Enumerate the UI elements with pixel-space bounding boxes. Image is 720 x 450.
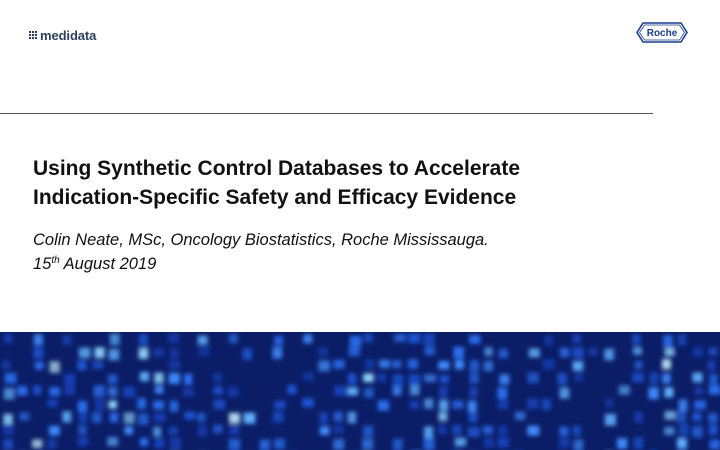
microarray-cell (320, 412, 328, 423)
microarray-cell (260, 440, 270, 450)
microarray-cell (154, 438, 164, 448)
microarray-cell (197, 413, 205, 422)
microarray-cell (484, 437, 494, 448)
microarray-cell (123, 386, 135, 397)
microarray-cell (378, 400, 389, 410)
microarray-cell (183, 388, 194, 396)
microarray-cell (169, 427, 178, 435)
microarray-cell (153, 349, 164, 357)
microarray-cell (17, 386, 27, 395)
microarray-cell (604, 349, 614, 360)
microarray-cell (632, 334, 640, 344)
microarray-cell (64, 386, 74, 395)
microarray-cell (35, 362, 44, 370)
microarray-cell (350, 336, 362, 347)
microarray-cell (124, 412, 135, 423)
date-day: 15 (33, 255, 52, 273)
microarray-cell (63, 335, 72, 345)
microarray-cell (635, 361, 643, 369)
microarray-cell (78, 401, 87, 412)
microarray-cell (365, 359, 375, 369)
microarray-cell (484, 361, 493, 372)
slide-subtitle (33, 228, 673, 276)
microarray-cell (184, 374, 192, 385)
microarray-cell (542, 399, 551, 410)
microarray-cell (2, 361, 10, 369)
microarray-cell (79, 347, 91, 358)
microarray-cell (710, 440, 720, 450)
microarray-cell (440, 375, 449, 383)
microarray-cell (363, 374, 374, 383)
roche-logo (636, 22, 688, 43)
microarray-cell (589, 347, 597, 356)
microarray-cell (302, 398, 313, 407)
microarray-cell (605, 414, 616, 426)
microarray-cell (648, 387, 658, 399)
microarray-cell (364, 333, 373, 342)
microarray-cell (243, 348, 252, 360)
microarray-cell (274, 401, 285, 409)
microarray-pattern (0, 332, 720, 450)
microarray-cell (709, 424, 718, 435)
microarray-cell (334, 386, 346, 396)
microarray-cell (34, 334, 43, 345)
microarray-cell (229, 333, 238, 343)
microarray-cell (438, 425, 446, 434)
microarray-cell (410, 401, 420, 409)
microarray-cell (303, 334, 312, 343)
microarray-cell (214, 400, 226, 410)
microarray-cell (483, 426, 493, 434)
microarray-cell (287, 385, 296, 394)
roche-hexagon-icon (636, 22, 688, 43)
microarray-cell (709, 347, 717, 355)
microarray-cell (274, 439, 285, 450)
microarray-cell (573, 426, 581, 437)
microarray-cell (663, 335, 672, 347)
microarray-cell (469, 335, 480, 344)
microarray-cell (498, 437, 509, 447)
microarray-cell (664, 348, 674, 356)
microarray-cell (455, 438, 466, 447)
microarray-cell (560, 348, 569, 357)
microarray-cell (169, 437, 181, 449)
microarray-cell (348, 412, 357, 423)
microarray-cell (3, 414, 12, 425)
microarray-cell (33, 347, 43, 359)
microarray-cell (92, 412, 101, 422)
medidata-dots-icon (29, 31, 37, 39)
microarray-cell (559, 438, 569, 447)
microarray-cell (529, 348, 540, 357)
microarray-cell (139, 348, 149, 359)
microarray-cell (229, 439, 240, 450)
microarray-cell (617, 438, 627, 449)
microarray-cell (348, 374, 356, 384)
microarray-cell (574, 373, 583, 381)
microarray-cell (693, 347, 703, 357)
microarray-cell (468, 427, 480, 437)
microarray-cell (107, 437, 118, 446)
microarray-cell (49, 426, 60, 435)
microarray-cell (170, 348, 179, 359)
microarray-cell (3, 424, 14, 435)
microarray-cell (170, 401, 178, 412)
microarray-cell (108, 387, 117, 397)
microarray-cell (318, 361, 330, 372)
microarray-cell (470, 372, 479, 383)
microarray-cell (424, 374, 436, 382)
microarray-cell (453, 347, 464, 359)
microarray-cell (677, 411, 686, 423)
microarray-cell (62, 411, 71, 422)
microarray-cell (333, 425, 343, 433)
microarray-cell (679, 400, 688, 412)
microarray-cell (394, 334, 406, 342)
microarray-cell (95, 399, 105, 411)
microarray-cell (605, 399, 613, 408)
microarray-cell (154, 413, 166, 421)
microarray-cell (110, 412, 118, 422)
microarray-banner-image (0, 332, 720, 450)
microarray-cell (469, 387, 477, 397)
microarray-cell (527, 426, 539, 436)
microarray-cell (273, 411, 284, 422)
microarray-cell (410, 385, 420, 395)
microarray-cell (664, 387, 673, 397)
microarray-cell (47, 439, 56, 449)
microarray-cell (572, 347, 583, 358)
microarray-cell (348, 348, 360, 356)
microarray-cell (5, 373, 17, 384)
microarray-cell (95, 347, 105, 358)
microarray-cell (155, 386, 163, 394)
microarray-cell (527, 372, 538, 383)
microarray-cell (439, 387, 448, 398)
microarray-cell (78, 425, 86, 435)
microarray-cell (79, 411, 88, 422)
microarray-cell (709, 374, 717, 385)
microarray-cell (168, 333, 179, 342)
microarray-cell (303, 372, 314, 381)
microarray-cell (137, 398, 146, 409)
microarray-cell (560, 387, 570, 398)
divider-rule (0, 113, 653, 114)
microarray-cell (364, 388, 373, 398)
microarray-cell (244, 413, 256, 424)
microarray-cell (499, 374, 509, 384)
date-line (33, 252, 673, 276)
microarray-cell (333, 360, 344, 369)
date-month-year: August 2019 (59, 255, 157, 273)
microarray-cell (497, 387, 507, 399)
microarray-cell (408, 333, 420, 343)
microarray-cell (347, 387, 358, 395)
medidata-logo (29, 27, 96, 43)
slide-title (33, 154, 673, 212)
microarray-cell (408, 359, 418, 369)
microarray-cell (484, 347, 492, 356)
microarray-cell (139, 334, 148, 346)
microarray-cell (425, 346, 435, 355)
microarray-cell (409, 374, 421, 385)
microarray-cell (320, 426, 329, 435)
microarray-cell (140, 438, 148, 446)
microarray-cell (469, 413, 477, 422)
microarray-cell (333, 439, 344, 450)
microarray-cell (692, 412, 701, 421)
microarray-cell (92, 361, 103, 369)
microarray-cell (198, 336, 208, 345)
microarray-cell (138, 413, 148, 425)
microarray-cell (455, 360, 464, 370)
microarray-cell (49, 387, 60, 396)
microarray-cell (439, 412, 448, 421)
microarray-cell (378, 373, 386, 381)
microarray-cell (452, 425, 461, 434)
microarray-cell (184, 412, 195, 420)
microarray-cell (679, 424, 689, 435)
microarray-cell (498, 400, 508, 409)
microarray-cell (664, 427, 674, 435)
microarray-cell (140, 372, 149, 381)
microarray-cell (94, 385, 105, 397)
microarray-cell (3, 439, 13, 449)
microarray-cell (527, 399, 538, 409)
microarray-cell (694, 400, 706, 409)
microarray-cell (214, 386, 223, 394)
microarray-cell (4, 388, 15, 400)
microarray-cell (632, 373, 644, 382)
microarray-cell (153, 401, 164, 410)
microarray-cell (4, 333, 13, 343)
microarray-cell (424, 398, 433, 408)
microarray-cell (468, 401, 477, 413)
microarray-cell (439, 400, 448, 411)
slide-title-line-2: Indication-Specific Safety and Efficacy Evidence (33, 186, 517, 209)
microarray-cell (709, 386, 720, 395)
microarray-cell (229, 413, 240, 424)
slide-title-line-1: Using Synthetic Control Databases to Accelerate (33, 157, 521, 180)
microarray-cell (198, 425, 207, 437)
microarray-cell (229, 426, 239, 435)
date-suffix: th (51, 255, 60, 266)
microarray-cell (470, 360, 480, 371)
microarray-cell (695, 387, 703, 395)
microarray-cell (452, 400, 463, 409)
microarray-cell (169, 373, 180, 384)
medidata-logo-text: medidata (40, 27, 97, 43)
microarray-cell (543, 359, 555, 369)
microarray-cell (153, 427, 161, 437)
microarray-cell (572, 334, 581, 343)
microarray-cell (334, 411, 343, 421)
microarray-cell (634, 412, 642, 423)
microarray-cell (424, 438, 435, 450)
microarray-cell (619, 385, 630, 394)
microarray-cell (274, 336, 283, 346)
microarray-cell (499, 349, 508, 358)
microarray-cell (33, 385, 42, 394)
microarray-cell (692, 426, 702, 438)
microarray-cell (557, 373, 567, 385)
microarray-cell (154, 373, 163, 384)
microarray-cell (213, 425, 222, 434)
microarray-cell (393, 386, 402, 395)
microarray-cell (32, 439, 42, 448)
microarray-cell (498, 426, 507, 436)
microarray-cell (228, 387, 239, 397)
microarray-cell (392, 360, 401, 368)
roche-logo-text: Roche (646, 28, 678, 40)
microarray-cell (662, 373, 670, 383)
microarray-cell (273, 347, 283, 359)
microarray-cell (64, 374, 75, 386)
microarray-cell (677, 438, 687, 449)
microarray-cell (363, 426, 373, 437)
microarray-cell (438, 361, 449, 369)
microarray-cell (573, 361, 584, 371)
microarray-cell (109, 401, 117, 409)
microarray-cell (77, 361, 86, 370)
microarray-cell (125, 426, 133, 434)
microarray-cell (559, 427, 568, 437)
microarray-cell (650, 373, 659, 385)
microarray-cell (78, 437, 89, 446)
microarray-cell (633, 347, 642, 355)
microarray-cell (213, 373, 222, 382)
microarray-cell (573, 440, 583, 450)
microarray-cell (707, 360, 715, 370)
author-line: Colin Neate, MSc, Oncology Biostatistics, Roche Mississauga. (33, 231, 489, 249)
microarray-cell (19, 412, 29, 420)
microarray-cell (110, 333, 120, 345)
microarray-cell (362, 438, 373, 449)
microarray-cell (393, 439, 403, 450)
microarray-cell (544, 336, 553, 346)
microarray-cell (198, 346, 210, 356)
microarray-cell (50, 361, 60, 373)
microarray-cell (665, 411, 676, 420)
microarray-cell (662, 359, 671, 369)
microarray-cell (379, 360, 390, 368)
microarray-cell (318, 347, 328, 356)
microarray-cell (169, 361, 181, 369)
microarray-cell (678, 334, 686, 346)
microarray-cell (424, 426, 433, 438)
microarray-cell (108, 374, 117, 384)
microarray-cell (393, 374, 404, 385)
microarray-cell (109, 349, 120, 360)
microarray-cell (634, 437, 644, 449)
microarray-cell (47, 399, 58, 407)
microarray-cell (708, 413, 717, 422)
microarray-cell (423, 333, 434, 345)
microarray-cell (515, 411, 525, 420)
microarray-cell (693, 373, 703, 383)
